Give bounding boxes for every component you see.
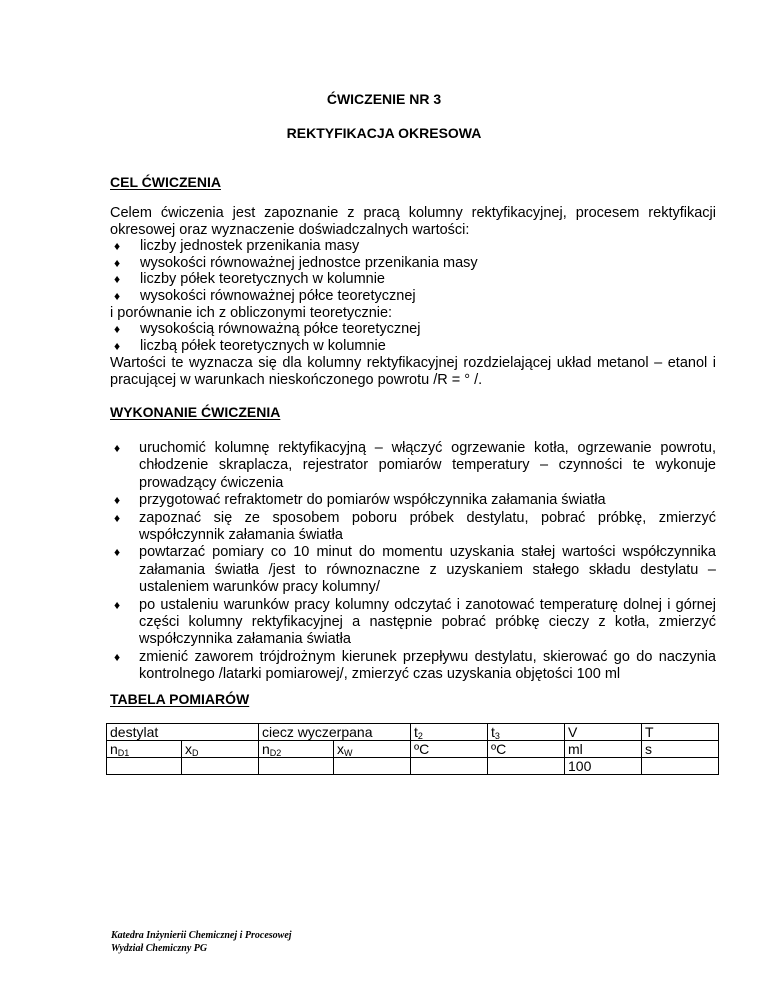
procedure-heading: WYKONANIE ĆWICZENIA — [110, 404, 281, 420]
table-row — [107, 741, 719, 758]
nd1-header: $n_{D1}$ — [107, 741, 182, 758]
footer — [111, 929, 292, 955]
compare-intro: i porównanie ich z obliczonymi teoretycznie: — [110, 305, 393, 321]
t3-unit: ºC — [488, 741, 565, 758]
procedure-step: ♦ zapoznać się ze sposobem poboru próbek destylatu, pobrać próbkę, zmierzyć współczynnik załamania światła — [114, 509, 716, 544]
goal-heading: CEL ĆWICZENIA — [110, 174, 221, 190]
procedure-step: ♦ przygotować refraktometr do pomiarów współczynnika załamania światła — [114, 492, 606, 509]
exercise-number: ĆWICZENIE NR 3 — [326, 91, 442, 107]
t3-header: $t_3$ — [488, 724, 565, 741]
distillate-header: destylat — [107, 724, 259, 741]
table-cell — [488, 758, 565, 775]
t2-header: $t_2$ — [411, 724, 488, 741]
bullet-icon: ♦ — [114, 272, 121, 286]
bullet-icon: ♦ — [114, 339, 121, 353]
table-cell — [642, 758, 719, 775]
footer-faculty: Wydział Chemiczny PG — [111, 943, 208, 954]
table-cell — [411, 758, 488, 775]
procedure-step: ♦ powtarzać pomiary co 10 minut do momentu uzyskania stałej wartości współczynnika załamania światła /jest to równoznaczne z uzyskaniem stałego składu destylatu – ustaleniem warunków pracy kolumny/ — [114, 544, 716, 596]
xw-header: $x_W$ — [334, 741, 411, 758]
compare-item: ♦ wysokością równoważną półce teoretycznej — [114, 321, 421, 337]
table-cell — [259, 758, 334, 775]
table-cell — [334, 758, 411, 775]
goal-intro: Celem ćwiczenia jest zapoznanie z pracą kolumny rektyfikacyjnej, procesem rektyfikacji okresowej oraz wyznaczenie doświadczalnych wartości: — [110, 205, 716, 238]
nd2-header: $n_{D2}$ — [259, 741, 334, 758]
bullet-icon: ♦ — [114, 322, 121, 336]
xd-header: $x_D$ — [182, 741, 259, 758]
bullet-icon: ♦ — [114, 289, 121, 303]
table-row — [107, 724, 719, 741]
goal-item: ♦ liczby jednostek przenikania masy — [114, 238, 360, 254]
document-title: REKTYFIKACJA OKRESOWA — [286, 125, 482, 141]
goal-item: ♦ wysokości równoważnej półce teoretycznej — [114, 288, 416, 304]
v-header: V — [565, 724, 642, 741]
table-row — [107, 758, 719, 775]
v-value: 100 — [565, 758, 642, 775]
v-unit: ml — [565, 741, 642, 758]
procedure-step: ♦ uruchomić kolumnę rektyfikacyjną – włączyć ogrzewanie kotła, ogrzewanie powrotu, chłodzenie skraplacza, rejestrator pomiarów temperatury – czynności te wykonuje prowadzący ćwiczenia — [114, 440, 716, 491]
table-cell — [182, 758, 259, 775]
bullet-icon: ♦ — [114, 256, 121, 270]
procedure-step: ♦ zmienić zaworem trójdrożnym kierunek przepływu destylatu, skierować go do naczynia kontrolnego /latarki pomiarowej/, zmierzyć czas uzyskania objętości 100 ml — [114, 648, 716, 683]
residue-header: ciecz wyczerpana — [259, 724, 411, 741]
t-unit: s — [642, 741, 719, 758]
footer-department: Katedra Inżynierii Chemicznej i Procesowej — [111, 930, 292, 941]
bullet-icon: ♦ — [114, 239, 121, 253]
goal-item: ♦ liczby półek teoretycznych w kolumnie — [114, 271, 385, 287]
procedure-list — [110, 440, 716, 684]
table-heading: TABELA POMIARÓW — [110, 691, 250, 707]
goal-closing: Wartości te wyznacza się dla kolumny rektyfikacyjnej rozdzielającej układ metanol – etanol i pracującej w warunkach nieskończonego powrotu /R = ° /. — [110, 355, 716, 388]
bullet-icon: ♦ — [114, 597, 121, 612]
bullet-icon: ♦ — [114, 545, 121, 560]
bullet-icon: ♦ — [114, 493, 121, 508]
bullet-icon: ♦ — [114, 510, 121, 525]
bullet-icon: ♦ — [114, 441, 121, 455]
compare-item: ♦ liczbą półek teoretycznych w kolumnie — [114, 338, 386, 354]
t2-unit: ºC — [411, 741, 488, 758]
table-cell — [107, 758, 182, 775]
t-header: T — [642, 724, 719, 741]
measurement-table — [106, 723, 719, 775]
bullet-icon: ♦ — [114, 649, 121, 664]
procedure-step: ♦ po ustaleniu warunków pracy kolumny odczytać i zanotować temperaturę dolnej i górnej części kolumny rektyfikacyjnej a następnie pobrać próbkę cieczy z kotła, zmierzyć współczynnika załamania światła — [114, 596, 716, 648]
goal-item: ♦ wysokości równoważnej jednostce przenikania masy — [114, 255, 478, 271]
